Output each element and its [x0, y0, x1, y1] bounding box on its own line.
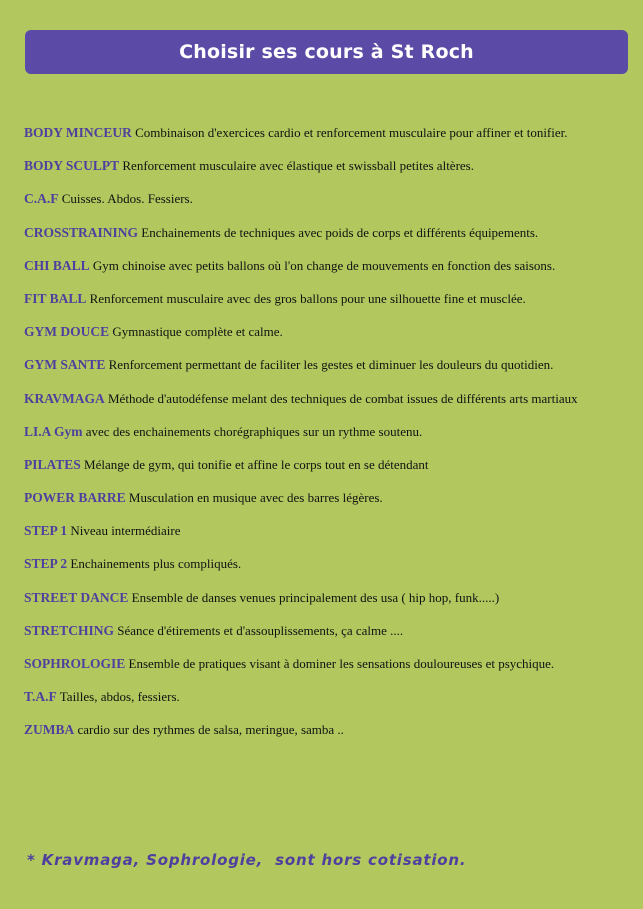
- course-item-crosstraining: [24, 224, 642, 257]
- course-name: T.A.F: [24, 689, 57, 705]
- course-description: avec des enchainements chorégraphiques sur un rythme soutenu.: [85, 423, 423, 439]
- course-item-street-dance: [24, 589, 642, 622]
- course-item-gym-douce: [24, 323, 642, 356]
- course-item-lia-gym: [24, 423, 642, 456]
- course-description: Renforcement permettant de faciliter les gestes et diminuer les douleurs du quotidien.: [108, 357, 554, 373]
- course-name: CHI BALL: [24, 257, 90, 273]
- course-item-taf: [24, 688, 642, 721]
- course-description: Niveau intermédiaire: [70, 523, 181, 539]
- course-description: Enchainements de techniques avec poids de corps et différents équipements.: [141, 224, 539, 240]
- course-description: Renforcement musculaire avec élastique et swissball petites altères.: [122, 158, 474, 174]
- cotisation-footnote: * Kravmaga, Sophrologie, sont hors cotisation.: [27, 851, 467, 869]
- course-item-chi-ball: [24, 257, 642, 290]
- course-item-kravmaga: [24, 390, 642, 423]
- course-description: Mélange de gym, qui tonifie et affine le corps tout en se détendant: [84, 456, 429, 472]
- course-name: KRAVMAGA: [24, 390, 105, 406]
- course-name: STEP 2: [24, 556, 68, 572]
- course-name: STRETCHING: [24, 622, 115, 638]
- course-list: [24, 124, 642, 755]
- course-item-zumba: [24, 721, 642, 754]
- course-description: Ensemble de danses venues principalement des usa ( hip hop, funk.....): [131, 589, 500, 605]
- course-item-body-sculpt: [24, 157, 642, 190]
- course-name: GYM DOUCE: [24, 324, 110, 340]
- course-item-body-minceur: [24, 124, 642, 157]
- course-name: SOPHROLOGIE: [24, 656, 126, 671]
- course-description: Ensemble de pratiques visant à dominer les sensations douloureuses et psychique.: [128, 656, 555, 671]
- course-name: POWER BARRE: [24, 490, 126, 506]
- course-description: Renforcement musculaire avec des gros ballons pour une silhouette fine et musclée.: [89, 290, 526, 306]
- course-item-gym-sante: [24, 356, 642, 389]
- course-item-pilates: [24, 456, 642, 489]
- course-item-fit-ball: [24, 290, 642, 323]
- course-item-step-2: [24, 555, 642, 588]
- course-description: Gymnastique complète et calme.: [112, 324, 283, 340]
- course-description: Tailles, abdos, fessiers.: [59, 689, 180, 705]
- course-name: GYM SANTE: [24, 357, 106, 373]
- course-item-caf: [24, 190, 642, 223]
- course-name: LI.A Gym: [24, 423, 83, 439]
- course-description: Méthode d'autodéfense melant des techniques de combat issues de différents arts martiaux: [108, 390, 578, 406]
- course-name: BODY MINCEUR: [24, 125, 132, 140]
- course-name: ZUMBA: [24, 722, 75, 738]
- course-name: STEP 1: [24, 523, 68, 539]
- course-item-step-1: [24, 522, 642, 555]
- course-description: cardio sur des rythmes de salsa, meringue, samba ..: [77, 722, 344, 738]
- course-name: BODY SCULPT: [24, 158, 120, 174]
- page-title: Choisir ses cours à St Roch: [179, 41, 474, 63]
- course-name: PILATES: [24, 456, 81, 472]
- title-banner: [25, 30, 628, 74]
- course-description: Séance d'étirements et d'assouplissements, ça calme ....: [117, 622, 404, 638]
- course-name: STREET DANCE: [24, 589, 129, 605]
- course-item-stretching: [24, 622, 642, 655]
- course-description: Cuisses. Abdos. Fessiers.: [61, 191, 193, 207]
- course-description: Musculation en musique avec des barres légères.: [128, 490, 383, 506]
- course-name: C.A.F: [24, 191, 59, 207]
- course-name: CROSSTRAINING: [24, 224, 139, 240]
- course-name: FIT BALL: [24, 290, 87, 306]
- course-item-power-barre: [24, 489, 642, 522]
- course-description: Gym chinoise avec petits ballons où l'on change de mouvements en fonction des saisons.: [92, 257, 556, 273]
- course-description: Combinaison d'exercices cardio et renforcement musculaire pour affiner et tonifier.: [135, 125, 568, 140]
- course-description: Enchainements plus compliqués.: [70, 556, 242, 572]
- course-item-sophrologie: [24, 655, 642, 688]
